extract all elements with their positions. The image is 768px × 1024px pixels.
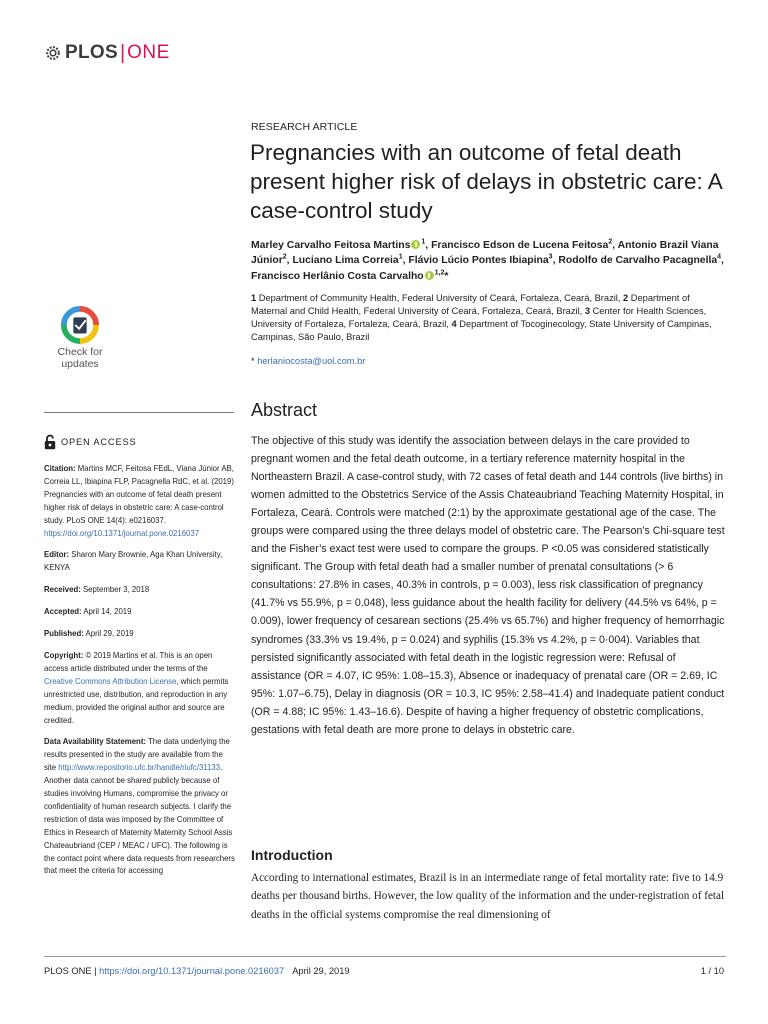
abstract-heading: Abstract [251,400,318,420]
footer-citation [44,966,350,976]
author-affil-ref: 4 [717,253,722,261]
repository-link[interactable]: http://www.repositorio.ufc.br/handle/riufc/31133 [58,762,221,773]
affil-text: Center for Health Sciences, University of Fortaleza, Fortaleza, Ceará, Brazil, [251,306,707,329]
sidebar-divider [44,412,234,413]
affil-text: Department of Community Health, Federal University of Ceará, Fortaleza, Ceará, Brazil, [256,293,624,303]
data-availability-label: Data Availability Statement: [44,736,147,747]
license-link[interactable]: Creative Commons Attribution License [44,675,177,686]
badge-line-2: updates [61,357,99,370]
published-label: Published: [44,628,84,639]
copyright-label: Copyright: [44,649,84,660]
copyright-block [44,649,236,726]
author-affil-ref: 2 [282,253,287,261]
article-type: RESEARCH ARTICLE [251,121,358,133]
author-list [251,238,726,284]
author-affil-ref: 1,2 [434,269,445,277]
introduction-text: According to international estimates, Brazil is in an intermediate range of fetal mortality rate: five to 14.9 deaths per thousand births. However, the low quality of the information and the under-registration of fetal deaths in the official systems compromise the real dimensioning of [251,872,725,921]
check-for-updates-label [58,347,103,370]
logo-separator: | [119,41,126,64]
editor-label: Editor: [44,549,70,560]
accepted-date: April 14, 2019 [81,606,132,617]
affil-number: 3 [584,306,590,316]
citation-text: Martins MCF, Feitosa FEdL, Viana Júnior AB, Correia LL, Ibiapina FLP, Pacagnella RdC, et al. (2019) Pregnancies with an outcome of fetal death present higher risk of delays in obstetric care: A case-control study. PLoS ONE 14(4): e0216037. [44,463,234,525]
check-for-updates-icon [61,306,99,344]
author-affil-ref: 1 [398,253,403,261]
citation-block [44,462,236,539]
editor-text: Sharon Mary Brownie, Aga Khan University, KENYA [44,549,223,573]
logo-one-text: ONE [127,42,170,63]
open-lock-icon [44,434,56,450]
citation-doi-link[interactable]: https://doi.org/10.1371/journal.pone.0216037 [44,527,200,538]
corresponding-mark: * [444,270,449,282]
footer-doi-link[interactable]: https://doi.org/10.1371/journal.pone.0216037 [99,966,285,976]
logo-plos-text: PLOS [65,42,118,63]
author-name[interactable]: , Flávio Lúcio Pontes Ibiapina [402,255,549,267]
affil-number: 4 [451,319,457,329]
data-availability-block [44,735,236,877]
introduction-heading: Introduction [251,847,333,863]
affil-number: 1 [251,293,257,303]
article-metadata-sidebar [44,462,236,886]
author-name[interactable]: , Francisco Herlânio Costa Carvalho [251,255,724,282]
accepted-label: Accepted: [44,606,82,617]
citation-label: Citation: [44,463,76,473]
plos-gear-icon [44,44,62,62]
published-date: April 29, 2019 [83,628,134,639]
footer-divider [44,956,726,957]
open-access-text: OPEN ACCESS [61,437,137,447]
author-affil-ref: 2 [608,238,613,246]
author-name[interactable]: Marley Carvalho Feitosa Martins [251,240,411,251]
author-name[interactable]: , Antonio Brazil Viana Júnior [251,240,719,267]
footer-date: April 29, 2019 [292,966,350,976]
author-name[interactable]: , Rodolfo de Carvalho Pacagnella [552,255,718,267]
orcid-icon[interactable] [425,271,434,280]
published-block [44,627,236,640]
check-for-updates-badge[interactable] [44,306,116,380]
author-name[interactable]: , Luciano Lima Correia [286,255,399,267]
affil-text: Department of Tocoginecology, State University of Campinas, Campinas, São Paulo, Brazil [251,319,712,342]
copyright-text: © 2019 Martins et al. This is an open access article distributed under the terms of the [44,649,213,673]
corresponding-email [251,356,365,366]
orcid-icon[interactable] [411,240,420,249]
received-label: Received: [44,584,81,595]
author-name[interactable]: , Francisco Edson de Lucena Feitosa [425,240,609,251]
affiliations [251,292,726,344]
received-block [44,583,236,596]
email-star: * [251,356,258,366]
abstract-text: The objective of this study was identify the association between delays in the care provided to pregnant women and the fetal death outcome, in a tertiary reference maternity hospital in the Northeastern Brazil. A case-control study, with 72 cases of fetal death and 144 controls (live births) in women admitted to the Obstetrics Service of the Assis Chateaubriand Teaching Maternity Hospital, in Fortaleza, Ceará. Controls were matched (2:1) by the approximate gestational age of the case. The groups were compared using the three delays model of obstetric care. The Pearson’s Chi-square test and the Fisher’s exact test were used to compare the groups. P <0.05 was considered statistically significant. The Group with fetal death had a smaller number of prenatal consultations (> 6 consultations: 27.8% in cases, 40.3% in controls, p = 0.003), less risk classification of pregnancy (41.7% vs 55.9%, p = 0.048), less guidance about the health facility for delivery (44.5% vs 64%, p = 0.009), lower frequency of cesarean sections (25.4% vs 65.7%) and higher frequency of hemorrhagic syndromes (33.3% vs 19.4%, p = 0.024) and syphilis (15.3% vs 4.2%, p = 0·004). Variables that persisted significantly associated with fetal death in the logistic regression were: Refusal of assistance (OR = 4.07, IC 95%: 1.08–15.3), Absence or inadequacy of prenatal care (OR = 2.69, IC 95%: 1.07–6.75), Delay in diagnosis (OR = 10.3, IC 95%: 2.58–41.4) and Inadequate patient conduct (OR = 4.88; IC 95%: 1.43–16.6). Despite of having a higher frequency of obstetric complications, gestations with fetal death are more prone to delays in obstetric care. [251,435,725,736]
data-availability-text: . Another data cannot be shared publicly because of studies involving Humans, compromise the privacy or confidentiality of human research subjects. I clarify the restriction of data was imposed by the Committee of Ethics in Research of Maternity Maternity School Assis Chateaubriand (CEP / MEAC / UFC). The following is the contact point where data requests from researchers that meet the criteria for accessing [44,762,235,876]
received-date: September 3, 2018 [80,584,150,595]
footer-journal: PLOS ONE [44,966,92,976]
page-number: 1 / 10 [700,966,724,976]
email-link[interactable]: herlaniocosta@uol.com.br [257,356,366,366]
accepted-block [44,605,236,618]
copyright-text: , which permits unrestricted use, distribution, and reproduction in any medium, provided the original author and source are credited. [44,675,229,725]
author-affil-ref: 1 [421,238,426,246]
article-title: Pregnancies with an outcome of fetal death present higher risk of delays in obstetric care: A case-control study [250,140,722,223]
editor-block [44,548,236,574]
affil-number: 2 [623,293,629,303]
author-affil-ref: 3 [548,253,553,261]
data-availability-text: The data underlying the results presented in the study are available from the site [44,736,230,773]
plos-one-logo[interactable] [44,42,170,64]
badge-line-1: Check for [57,346,103,358]
footer-separator: | [91,966,100,976]
affil-text: Department of Maternal and Child Health, Federal University of Ceará, Fortaleza, Ceará, Brazil, [251,293,690,316]
open-access-label [44,434,136,450]
